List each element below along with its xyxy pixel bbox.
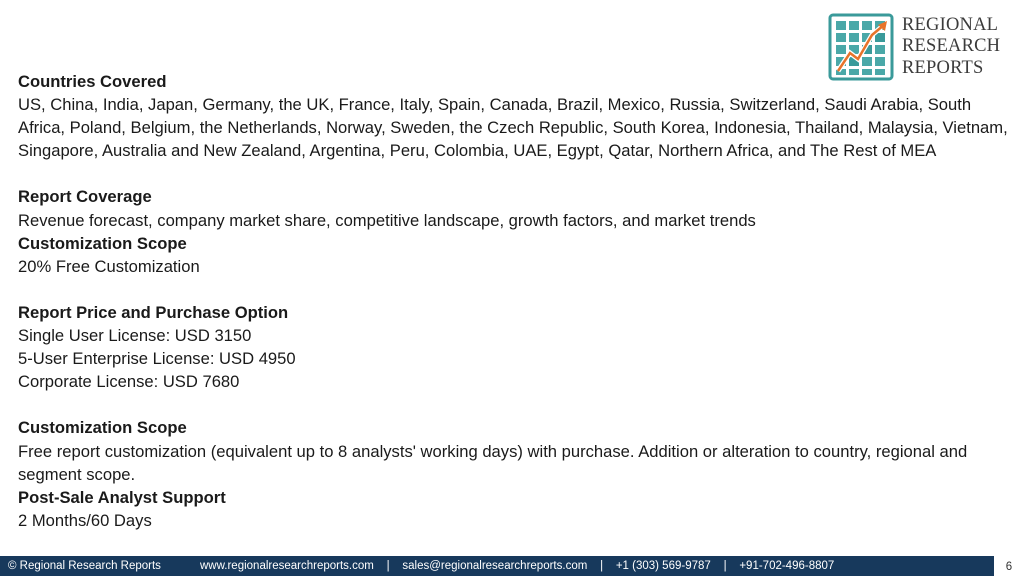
slide-content [18, 70, 1008, 532]
customization-text: 20% Free Customization [18, 256, 200, 276]
countries-text: US, China, India, Japan, Germany, the UK, France, Italy, Spain, Canada, Brazil, Mexico, Russia, Switzerland, Saudi Arabia, South Africa, Poland, Belgium, the Netherlands, Norway, Sweden, the Czech Republic, South Korea, Indonesia, Thailand, Malaysia, Vietnam, Singapore, Australia and New Zealand, Argentina, Peru, Colombia, UAE, Egypt, Qatar, Northern Africa, and The Rest of MEA [18, 95, 1008, 161]
logo-line-1: REGIONAL [902, 14, 999, 35]
customization-scope-text: Free report customization (equivalent up to 8 analysts' working days) with purchase. Addition or alteration to country, regional and segment scope. [18, 441, 968, 484]
coverage-text: Revenue forecast, company market share, competitive landscape, growth factors, and market trends [18, 210, 756, 230]
support-text: 2 Months/60 Days [18, 510, 152, 530]
support-heading: Post-Sale Analyst Support [18, 487, 226, 507]
coverage-heading: Report Coverage [18, 187, 152, 207]
spacer [18, 393, 1008, 416]
customization-heading: Customization Scope [18, 233, 187, 253]
price-heading: Report Price and Purchase Option [18, 302, 289, 322]
logo-line-2: RESEARCH [902, 36, 1001, 57]
footer-bar [0, 556, 1024, 576]
page-number: 6 [994, 556, 1024, 576]
price-single-user: Single User License: USD 3150 [18, 326, 252, 346]
spacer [18, 162, 1008, 185]
price-corporate: Corporate License: USD 7680 [18, 372, 240, 392]
price-enterprise: 5-User Enterprise License: USD 4950 [18, 349, 296, 369]
spacer [18, 278, 1008, 301]
countries-heading: Countries Covered [18, 72, 167, 91]
logo-line-3: REPORTS [902, 57, 984, 78]
customization-scope-heading: Customization Scope [18, 418, 187, 438]
footer-contacts: www.regionalresearchreports.com | sales@regionalresearchreports.com | +1 (303) 569-9787 | +91-702-496-8807 [200, 560, 835, 572]
footer-copyright: © Regional Research Reports [8, 560, 161, 572]
